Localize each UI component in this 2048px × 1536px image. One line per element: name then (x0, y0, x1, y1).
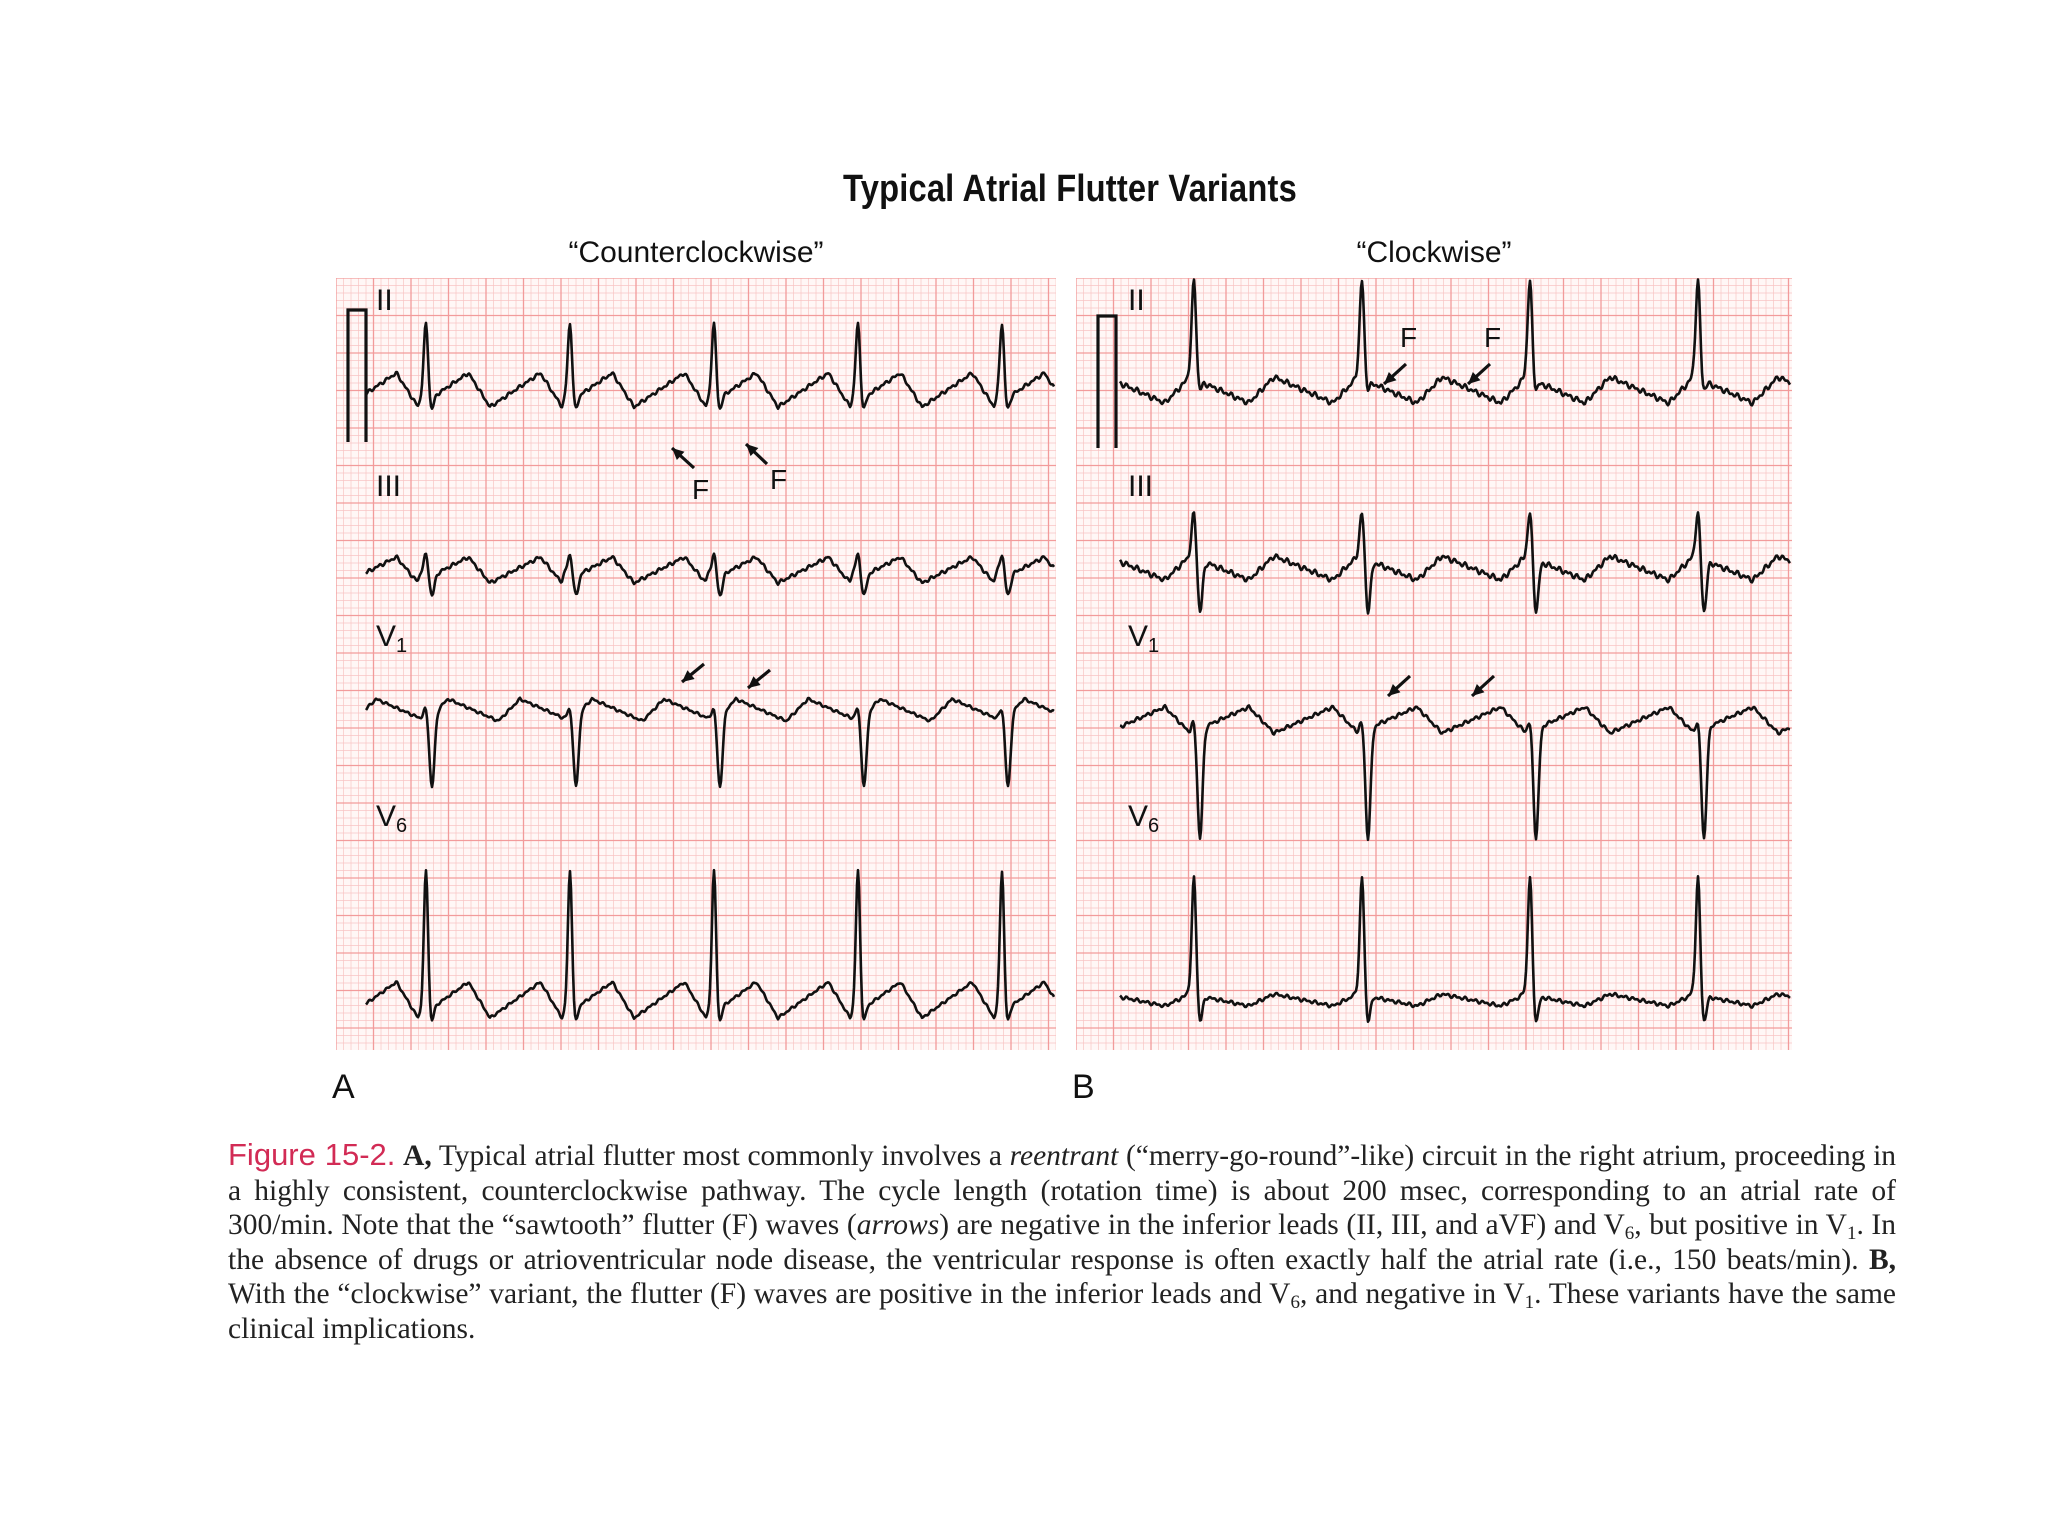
ecg-grid (1076, 278, 1792, 1050)
lead-label-ii: II (376, 284, 393, 317)
flutter-wave-label: F (1400, 322, 1418, 353)
lead-label-v1: $V_1$ (376, 620, 408, 657)
lead-label-iii: III (1128, 470, 1154, 503)
lead-label-iii: III (376, 470, 402, 503)
flutter-wave-label: F (1484, 322, 1502, 353)
lead-label-ii: II (1128, 284, 1145, 317)
panel-b-title: “Clockwise” (1356, 236, 1512, 269)
flutter-wave-label: F (770, 464, 788, 495)
flutter-wave-label: F (692, 474, 710, 505)
figure-title: Typical Atrial Flutter Variants (843, 168, 1297, 210)
ecg-grid (336, 278, 1056, 1050)
panel-a-title: “Counterclockwise” (568, 236, 824, 269)
figure-number: Figure 15-2. (228, 1137, 396, 1172)
figure-caption: Figure 15-2. A, Typical atrial flutter most commonly involves a reentrant (“merry-go-round”-like) circuit in the right atrium, proceeding in a highly consistent, counterclockwise pathway. The cycle length (rotation time) is about 200 msec, corresponding to an atrial rate of 300/min. Note that the “sawtooth” flutter (F) waves (arrows) are negative in the inferior leads (II, III, and aVF) and $V_6$, but positive in $V_1$. In the absence of drugs or atrioventricular node disease, the ventricular response is often exactly half the atrial rate (i.e., 150 beats/min). B, With the “clockwise” variant, the flutter (F) waves are positive in the inferior leads and $V_6$, and negative in $V_1$. These variants have the same clinical implications. (228, 1137, 1897, 1345)
grid-background (1076, 278, 1792, 1050)
ecg-panel-clockwise (1076, 278, 1792, 1050)
ecg-panel-counterclockwise (336, 278, 1056, 1050)
panel-letter-b: B (1072, 1068, 1095, 1106)
lead-label-v6: $V_6$ (376, 800, 408, 837)
lead-label-v6: $V_6$ (1128, 800, 1160, 837)
ecg-strip-a (336, 278, 1056, 1050)
ecg-strip-b (1076, 278, 1792, 1050)
panel-letter-a: A (332, 1068, 355, 1106)
lead-label-v1: $V_1$ (1128, 620, 1160, 657)
